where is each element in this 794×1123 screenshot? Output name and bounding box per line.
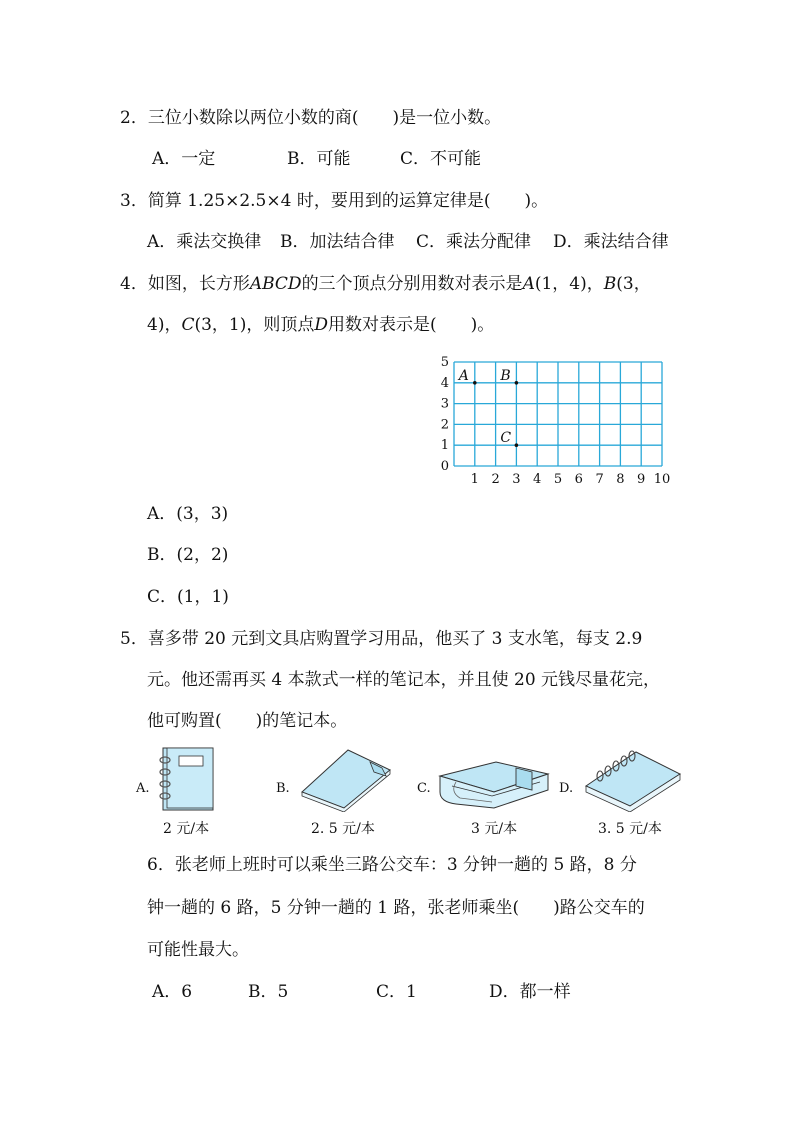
point-label-c: C	[500, 430, 512, 447]
x-tick-label: 8	[616, 472, 625, 486]
q6-line2: 钟一趟的 6 路，5 分钟一趟的 1 路，张老师乘坐( )路公交车的	[147, 898, 645, 918]
y-tick-label: 3	[440, 396, 449, 412]
q5-option-c-price: 3 元/本	[471, 821, 518, 837]
q5-line3: 他可购置( )的笔记本。	[147, 711, 348, 731]
coordinate-grid	[436, 352, 676, 486]
q6-line3: 可能性最大。	[147, 940, 249, 960]
q4-stem-line2: 4)，C(3，1)，则顶点D用数对表示是( )。	[147, 315, 495, 335]
q2-option-b: B．可能	[287, 149, 351, 169]
x-tick-label: 10	[653, 472, 671, 486]
q2-option-a: A．一定	[152, 149, 216, 169]
notebook-d-image	[580, 746, 684, 812]
coordinate-grid-svg	[436, 352, 676, 486]
q4-option-b: B．(2，2)	[147, 545, 229, 565]
x-tick-label: 1	[470, 472, 479, 486]
point-b	[515, 381, 519, 385]
q4-option-c: C．(1，1)	[147, 587, 229, 607]
q5-option-c-label: C.	[417, 781, 431, 796]
q6-option-a: A．6	[152, 982, 193, 1002]
q5-option-a-price: 2 元/本	[163, 821, 210, 837]
q3-option-d: D．乘法结合律	[553, 232, 669, 252]
notebook-b-image	[296, 746, 396, 812]
notebook-c-image	[436, 746, 554, 812]
point-a	[473, 381, 477, 385]
notebook-a-image	[155, 746, 275, 812]
x-tick-label: 9	[637, 472, 646, 486]
y-tick-label: 1	[440, 438, 449, 454]
q5-option-d-price: 3. 5 元/本	[598, 821, 662, 837]
q6-option-b: B．5	[248, 982, 289, 1002]
point-label-a: A	[458, 367, 469, 384]
x-tick-label: 6	[574, 472, 583, 486]
y-tick-label: 2	[440, 417, 449, 433]
x-tick-label: 3	[512, 472, 521, 486]
point-c	[515, 443, 519, 447]
q4-option-a: A．(3，3)	[147, 504, 229, 524]
q6-option-c: C．1	[376, 982, 417, 1002]
q6-option-d: D．都一样	[489, 982, 571, 1002]
y-tick-label: 5	[440, 355, 449, 370]
x-tick-label: 2	[491, 472, 500, 486]
q5-option-b-label: B.	[276, 781, 290, 796]
q5-option-d-label: D.	[559, 781, 574, 796]
q3-option-a: A．乘法交换律	[147, 232, 262, 252]
x-tick-label: 4	[533, 472, 542, 486]
point-label-b: B	[500, 367, 511, 384]
q4-stem-line1: 4．如图，长方形ABCD的三个顶点分别用数对表示是A(1，4)，B(3，	[120, 274, 651, 294]
q2-option-c: C．不可能	[400, 149, 482, 169]
x-tick-label: 5	[553, 472, 563, 486]
q5-option-a-label: A.	[136, 781, 150, 796]
x-tick-label: 7	[595, 472, 604, 486]
q5-line2: 元。他还需再买 4 本款式一样的笔记本，并且使 20 元钱尽量花完，	[147, 670, 661, 690]
q3-option-b: B．加法结合律	[280, 232, 395, 252]
q3-stem: 3．简算 1.25×2.5×4 时，要用到的运算定律是( )。	[120, 191, 549, 211]
y-tick-label: 4	[440, 375, 449, 391]
q2-stem: 2．三位小数除以两位小数的商( )是一位小数。	[120, 108, 502, 128]
q6-line1: 6．张老师上班时可以乘坐三路公交车：3 分钟一趟的 5 路，8 分	[147, 855, 637, 875]
q5-option-b-price: 2. 5 元/本	[311, 821, 375, 837]
q5-line1: 5．喜多带 20 元到文具店购置学习用品，他买了 3 支水笔，每支 2.9	[120, 629, 643, 649]
y-tick-label: 0	[440, 459, 449, 474]
q3-option-c: C．乘法分配律	[416, 232, 532, 252]
